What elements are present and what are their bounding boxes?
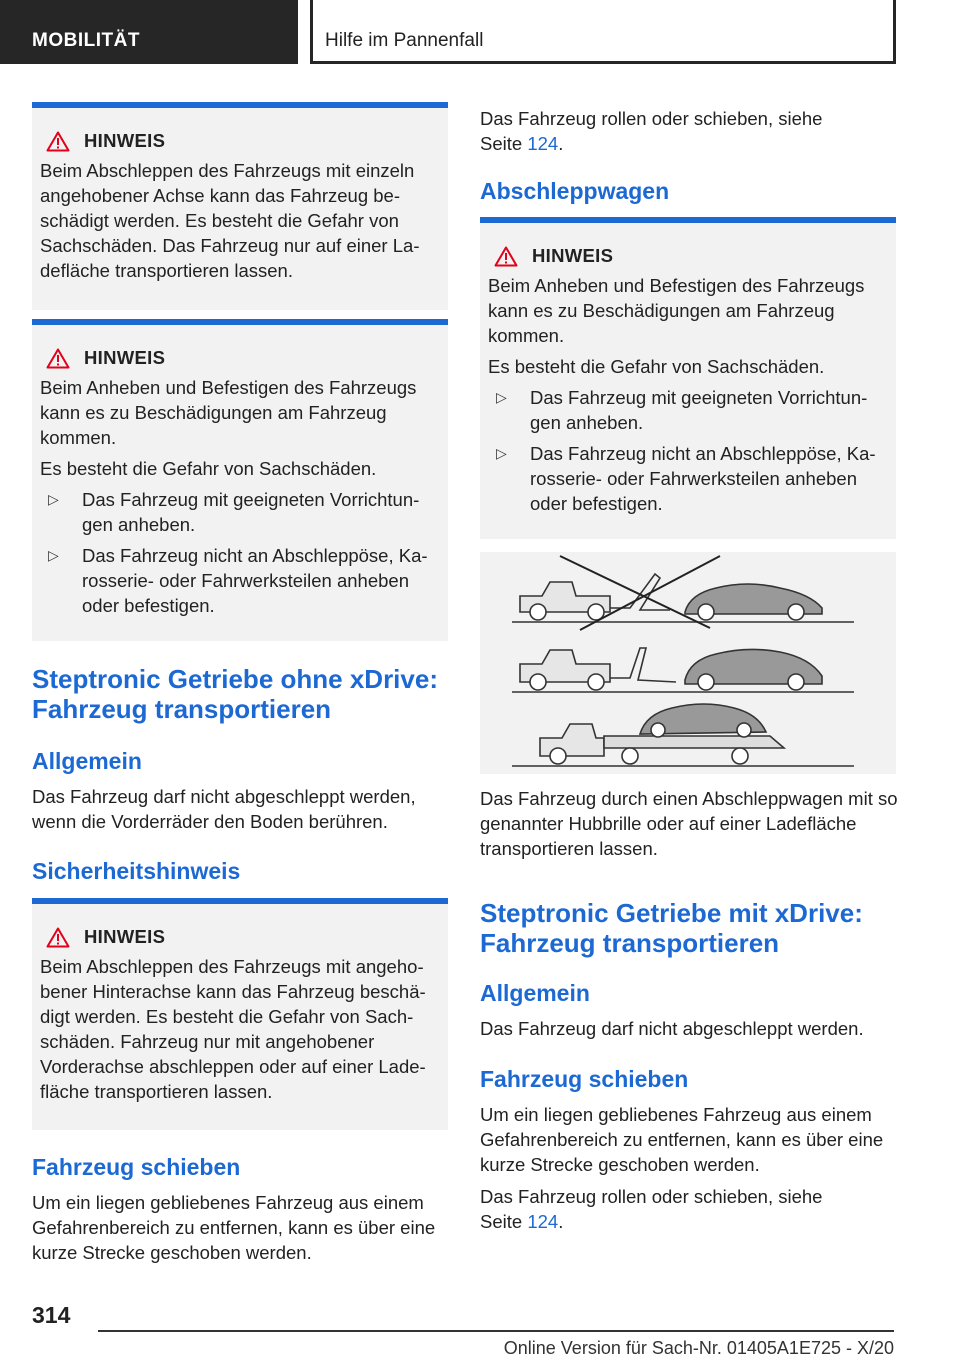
warning-icon <box>46 927 70 948</box>
body-text: Das Fahrzeug darf nicht abgeschleppt werden, wenn die Vorderräder den Boden berühren. <box>32 786 416 832</box>
warning-icon <box>494 246 518 267</box>
notice-text-2: Es besteht die Gefahr von Sachschäden. <box>40 458 377 479</box>
list-item: ▷ Das Fahrzeug nicht an Abschleppöse, Karosserie- oder Fahrwerksteilen anheben oder befestigen. <box>48 545 428 616</box>
notice-text: Beim Anheben und Befestigen des Fahrzeugs kann es zu Beschädigungen am Fahrzeug kommen. <box>40 377 417 448</box>
list-item: ▷ Das Fahrzeug mit geeigneten Vorrichtungen anheben. <box>496 387 868 433</box>
triangle-bullet-icon: ▷ <box>496 389 507 405</box>
notice-text-2: Es besteht die Gefahr von Sachschäden. <box>488 356 825 377</box>
subsection-heading-sicherheit: Sicherheitshinweis <box>32 858 241 884</box>
notice-box-4 <box>480 217 896 539</box>
notice-box-1 <box>32 102 448 310</box>
warning-icon <box>46 131 70 152</box>
list-item: ▷ Das Fahrzeug nicht an Abschleppöse, Karosserie- oder Fahrwerksteilen anheben oder befestigen. <box>496 443 876 514</box>
notice-box-3 <box>32 898 448 1130</box>
chapter-tab <box>310 0 896 64</box>
section-title: MOBILITÄT <box>32 30 140 51</box>
subsection-heading-allgemein: Allgemein <box>32 748 142 774</box>
towing-illustration <box>480 552 896 774</box>
section-heading: Steptronic Getriebe ohne xDrive: Fahrzeug transportieren <box>32 664 438 724</box>
body-text-rollen: Das Fahrzeug rollen oder schieben, siehe Seite 124. <box>480 1186 823 1232</box>
page-link[interactable]: 124 <box>527 133 559 154</box>
figure-caption: Das Fahrzeug durch einen Abschleppwagen mit so genannter Hubbrille oder auf einer Ladefläche transportieren lassen. <box>480 788 898 859</box>
notice-title: HINWEIS <box>84 926 166 947</box>
page-number: 314 <box>32 1302 71 1328</box>
body-text-intro: Das Fahrzeug rollen oder schieben, siehe Seite 124. <box>480 108 823 154</box>
triangle-bullet-icon: ▷ <box>48 491 59 507</box>
subsection-heading-schieben: Fahrzeug schieben <box>32 1154 241 1180</box>
body-text: Das Fahrzeug darf nicht abgeschleppt werden. <box>480 1018 864 1039</box>
section-tab <box>0 0 298 64</box>
tow-truck-icon <box>480 552 896 774</box>
notice-list <box>488 385 888 516</box>
list-item: ▷ Das Fahrzeug mit geeigneten Vorrichtungen anheben. <box>48 489 420 535</box>
section-heading: Steptronic Getriebe mit xDrive: Fahrzeug transportieren <box>480 898 863 958</box>
chapter-title: Hilfe im Pannenfall <box>325 30 484 51</box>
warning-icon <box>46 348 70 369</box>
page-link[interactable]: 124 <box>527 1211 559 1232</box>
notice-title: HINWEIS <box>84 347 166 368</box>
notice-box-2 <box>32 319 448 641</box>
notice-title: HINWEIS <box>84 130 166 151</box>
triangle-bullet-icon: ▷ <box>48 547 59 563</box>
notice-text: Beim Abschleppen des Fahrzeugs mit angehobener Hinterachse kann das Fahrzeug beschädigt werden. Es besteht die Gefahr von Sachschäden. Fahrzeug nur mit angehobener Vorderachse abschleppen oder auf einer Ladefläche transportieren lassen. <box>40 956 426 1102</box>
notice-text: Beim Abschleppen des Fahrzeugs mit einzeln angehobener Achse kann das Fahrzeug beschädigt werden. Es besteht die Gefahr von Sachschäden. Das Fahrzeug nur auf einer Ladefläche transportieren lassen. <box>40 160 420 281</box>
body-text: Um ein liegen gebliebenes Fahrzeug aus einem Gefahrenbereich zu entfernen, kann es über eine kurze Strecke geschoben werden. <box>32 1192 436 1263</box>
notice-list <box>40 487 440 618</box>
footer-divider <box>98 1330 894 1332</box>
body-text: Um ein liegen gebliebenes Fahrzeug aus einem Gefahrenbereich zu entfernen, kann es über eine kurze Strecke geschoben werden. <box>480 1104 884 1175</box>
footer-text: Online Version für Sach-Nr. 01405A1E725 - X/20 <box>503 1338 894 1358</box>
notice-text: Beim Anheben und Befestigen des Fahrzeugs kann es zu Beschädigungen am Fahrzeug kommen. <box>488 275 865 346</box>
subsection-heading-schieben: Fahrzeug schieben <box>480 1066 689 1092</box>
subsection-heading-allgemein: Allgemein <box>480 980 590 1006</box>
subsection-heading-abschleppwagen: Abschleppwagen <box>480 178 670 204</box>
notice-title: HINWEIS <box>532 245 614 266</box>
triangle-bullet-icon: ▷ <box>496 445 507 461</box>
